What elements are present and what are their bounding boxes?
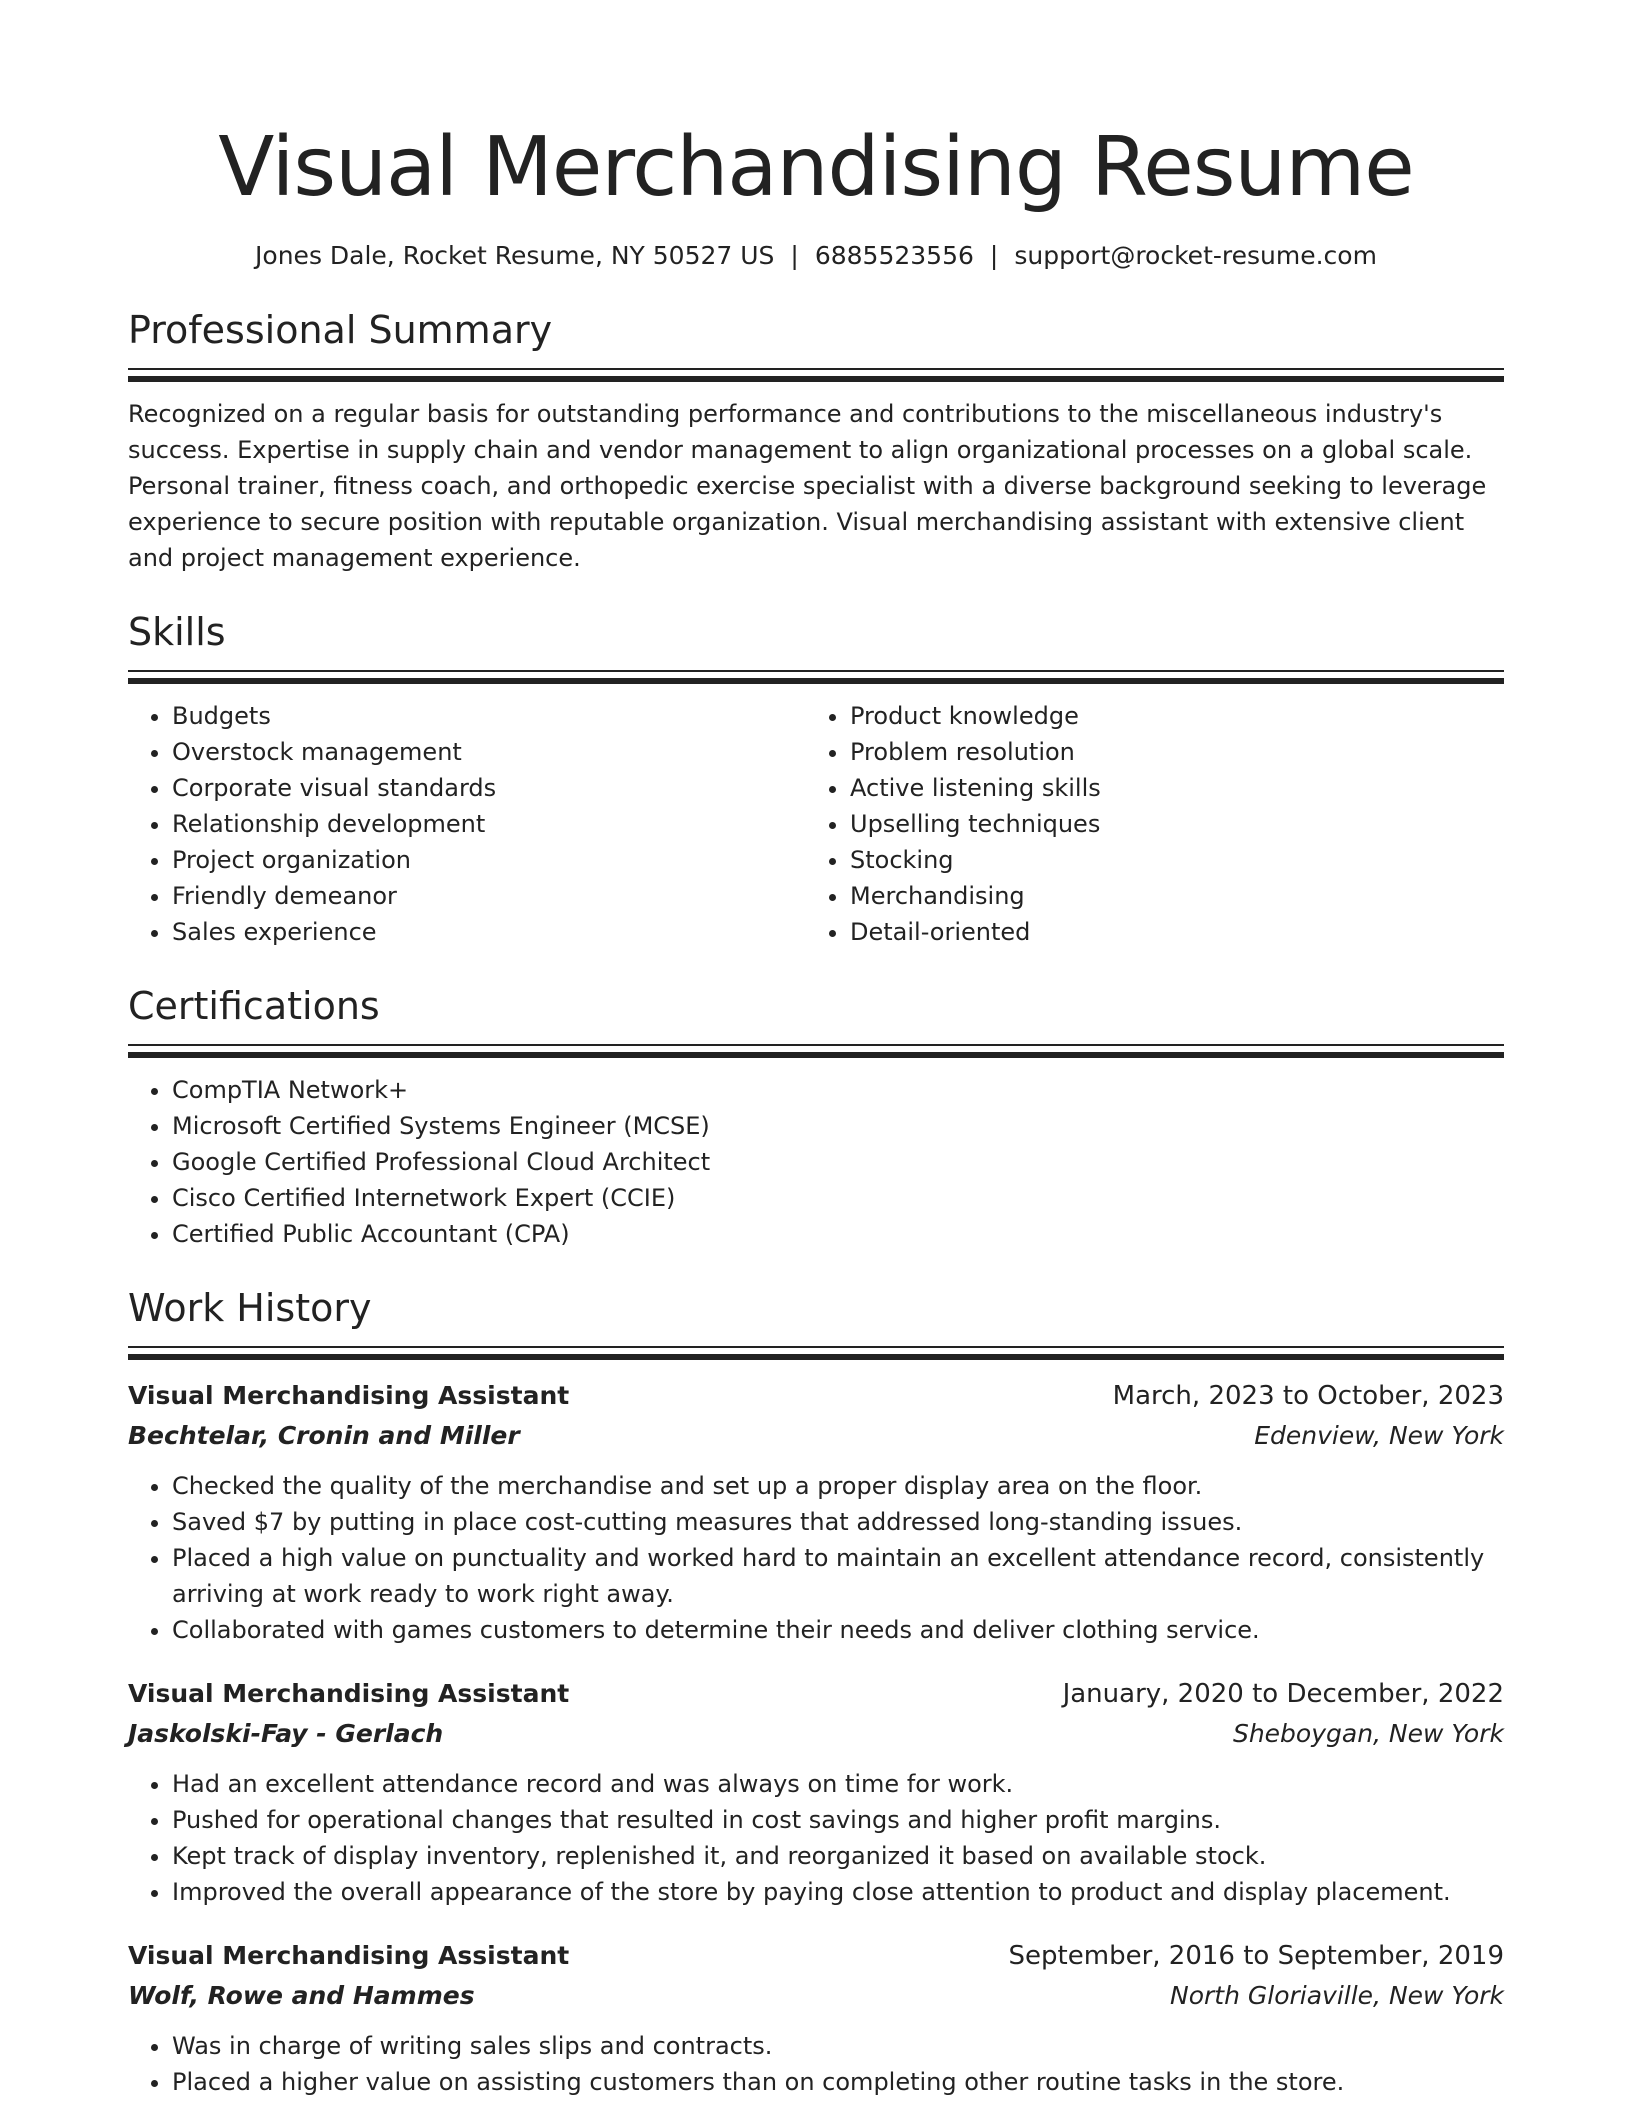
- skills-list-right: [806, 698, 1484, 950]
- skill-item: • Relationship development: [172, 806, 806, 842]
- skill-item: • Detail-oriented: [850, 914, 1484, 950]
- job-location: Sheboygan, New York: [1232, 1719, 1504, 1748]
- skills-column-left: [128, 698, 806, 950]
- skill-item: • Upselling techniques: [850, 806, 1484, 842]
- contact-separator: |: [790, 241, 799, 270]
- job-company-row: [128, 1416, 1504, 1456]
- skill-item: • Corporate visual standards: [172, 770, 806, 806]
- job-bullet: • Checked the quality of the merchandise and set up a proper display area on the floor.: [172, 1468, 1504, 1504]
- section-heading-certifications: Certifications: [128, 984, 380, 1028]
- summary-section: [128, 306, 1504, 576]
- job-bullet: • Improved the overall appearance of the store by paying close attention to product and display placement.: [172, 1874, 1504, 1910]
- job-bullet: • Was in charge of writing sales slips and contracts.: [172, 2028, 1504, 2064]
- skill-item: • Stocking: [850, 842, 1484, 878]
- certification-item: • Certified Public Accountant (CPA): [172, 1216, 1504, 1252]
- job-bullets: [128, 1468, 1504, 1648]
- job-location: Edenview, New York: [1254, 1421, 1504, 1450]
- contact-separator: |: [989, 241, 999, 270]
- skill-item: • Active listening skills: [850, 770, 1484, 806]
- resume-page: [128, 0, 1504, 2100]
- job-bullets: [128, 1766, 1504, 1910]
- job-bullet: • Placed a higher value on assisting customers than on completing other routine tasks in the store.: [172, 2064, 1504, 2100]
- section-heading-work-history: Work History: [128, 1286, 372, 1330]
- job-bullet: • Kept track of display inventory, replenished it, and reorganized it based on available stock.: [172, 1838, 1504, 1874]
- job-bullet: • Collaborated with games customers to determine their needs and deliver clothing service.: [172, 1612, 1504, 1648]
- skills-list-left: [128, 698, 806, 950]
- certification-item: • CompTIA Network+: [172, 1072, 1504, 1108]
- job-dates: March, 2023 to October, 2023: [1112, 1381, 1504, 1411]
- job-location: North Gloriaville, New York: [1170, 1981, 1504, 2010]
- job-dates: September, 2016 to September, 2019: [1008, 1941, 1504, 1971]
- job-header-row: [128, 1674, 1504, 1714]
- job-company-row: [128, 1714, 1504, 1754]
- skill-item: • Merchandising: [850, 878, 1484, 914]
- skills-grid: [128, 698, 1504, 950]
- section-rule: [128, 1346, 1504, 1348]
- job-bullet: • Had an excellent attendance record and was always on time for work.: [172, 1766, 1504, 1802]
- section-rule-thick: [128, 1354, 1504, 1360]
- skills-column-right: [806, 698, 1484, 950]
- section-rule: [128, 670, 1504, 672]
- summary-text: Recognized on a regular basis for outstanding performance and contributions to the miscellaneous industry's success. Expertise in supply chain and vendor management to align organizational processes on a global scale. Personal trainer, fitness coach, and orthopedic exercise specialist with a diverse background seeking to leverage experience to secure position with reputable organization. Visual merchandising assistant with extensive client and project management experience.: [128, 400, 1487, 572]
- skill-item: • Budgets: [172, 698, 806, 734]
- job-bullet: • Placed a high value on punctuality and worked hard to maintain an excellent attendance record, consistently arriving at work ready to work right away.: [172, 1540, 1504, 1612]
- job-entry: [128, 1936, 1504, 2100]
- section-rule-thick: [128, 1052, 1504, 1058]
- job-header-row: [128, 1376, 1504, 1416]
- section-rule-thick: [128, 376, 1504, 382]
- section-heading-summary: Professional Summary: [128, 308, 553, 352]
- certifications-list: [128, 1072, 1504, 1252]
- job-bullets: [128, 2028, 1504, 2100]
- skill-item: • Problem resolution: [850, 734, 1484, 770]
- contact-phone: 6885523556: [814, 241, 974, 270]
- section-rule: [128, 1044, 1504, 1046]
- contact-address: Jones Dale, Rocket Resume, NY 50527 US: [255, 241, 775, 270]
- section-rule-thick: [128, 678, 1504, 684]
- job-title: Visual Merchandising Assistant: [128, 1679, 570, 1708]
- skill-item: • Sales experience: [172, 914, 806, 950]
- certification-item: • Google Certified Professional Cloud Architect: [172, 1144, 1504, 1180]
- job-header-row: [128, 1936, 1504, 1976]
- work-history-section: [128, 1284, 1504, 2100]
- section-rule: [128, 368, 1504, 370]
- job-dates: January, 2020 to December, 2022: [1062, 1679, 1504, 1709]
- certifications-section: [128, 982, 1504, 1252]
- job-bullet: • Pushed for operational changes that resulted in cost savings and higher profit margins.: [172, 1802, 1504, 1838]
- job-company-row: [128, 1976, 1504, 2016]
- job-title: Visual Merchandising Assistant: [128, 1381, 570, 1410]
- skill-item: • Overstock management: [172, 734, 806, 770]
- skill-item: • Product knowledge: [850, 698, 1484, 734]
- skill-item: • Friendly demeanor: [172, 878, 806, 914]
- resume-title: Visual Merchandising Resume: [218, 120, 1414, 215]
- section-heading-skills: Skills: [128, 610, 226, 654]
- job-entry: [128, 1376, 1504, 1648]
- job-bullet: • Saved $7 by putting in place cost-cutting measures that addressed long-standing issues.: [172, 1504, 1504, 1540]
- contact-email: support@rocket-resume.com: [1014, 241, 1377, 270]
- certification-item: • Microsoft Certified Systems Engineer (MCSE): [172, 1108, 1504, 1144]
- skills-section: [128, 608, 1504, 950]
- job-entry: [128, 1674, 1504, 1910]
- skill-item: • Project organization: [172, 842, 806, 878]
- job-company: Jaskolski-Fay - Gerlach: [128, 1719, 444, 1748]
- contact-line: [128, 238, 1504, 274]
- job-company: Bechtelar, Cronin and Miller: [128, 1421, 520, 1450]
- certification-item: • Cisco Certified Internetwork Expert (CCIE): [172, 1180, 1504, 1216]
- job-company: Wolf, Rowe and Hammes: [128, 1981, 475, 2010]
- job-title: Visual Merchandising Assistant: [128, 1941, 570, 1970]
